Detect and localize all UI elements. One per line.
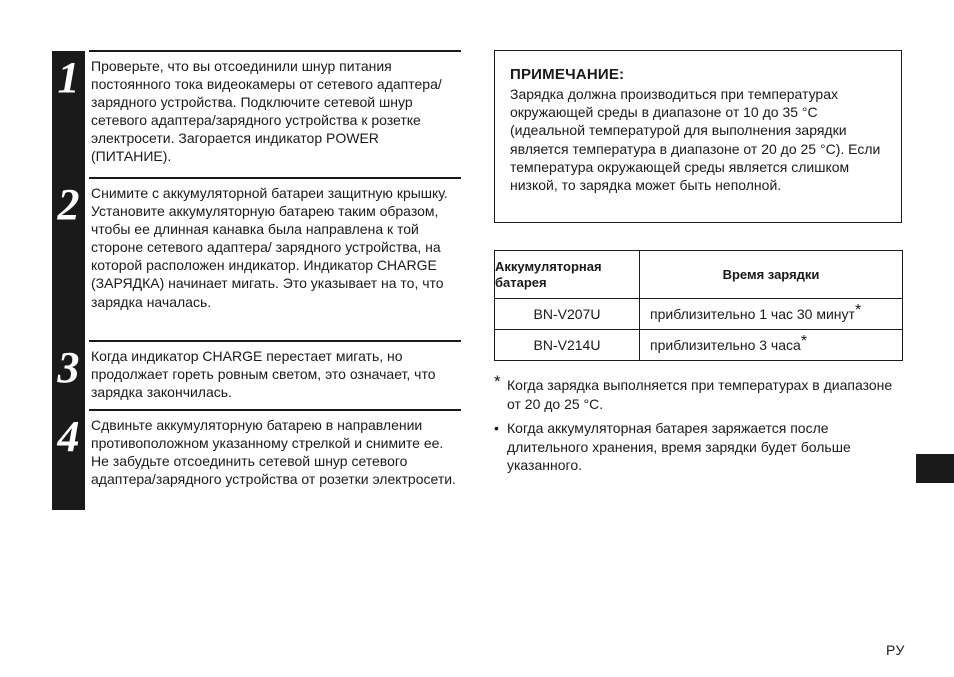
battery-model-cell: BN-V207U xyxy=(495,299,640,330)
column-header-battery: Аккумуляторная батарея xyxy=(495,251,640,299)
step-text: Проверьте, что вы отсоединили шнур питания постоянного тока видеокамеры от сетевого адаптера/зарядного устройства. Подключите сетевой шнур сетевого адаптера/зарядного устройства к розетке электросети. Загорается индикатор POWER (ПИТАНИЕ). xyxy=(91,58,442,165)
step-number: 4 xyxy=(57,412,80,461)
step-divider xyxy=(89,177,461,179)
footnote-text: Когда аккумуляторная батарея заряжается после длительного хранения, время зарядки будет больше указанного. xyxy=(507,420,851,473)
step-divider xyxy=(89,50,461,52)
charging-time-table xyxy=(494,250,903,361)
note-title: ПРИМЕЧАНИЕ: xyxy=(510,66,625,83)
step-number: 1 xyxy=(57,53,80,102)
section-tab-marker xyxy=(916,454,954,483)
charge-time-cell xyxy=(640,330,903,361)
footnote-bullet xyxy=(494,419,904,475)
step-text: Когда индикатор CHARGE перестает мигать, но продолжает гореть ровным светом, это означает, что зарядка закончилась. xyxy=(91,348,436,401)
page-language-label: РУ xyxy=(886,642,905,658)
step-divider xyxy=(89,340,461,342)
step-divider xyxy=(89,409,461,411)
footnote-text: Когда зарядка выполняется при температурах в диапазоне от 20 до 25 °C. xyxy=(507,377,893,412)
table-header-row xyxy=(495,251,903,299)
step-text: Сдвиньте аккумуляторную батарею в направлении противоположном указанному стрелкой и снимите ее. Не забудьте отсоединить сетевой шнур сетевого адаптера/зарядного устройства от розетки электросети. xyxy=(91,417,456,488)
step-number: 3 xyxy=(57,343,80,392)
column-header-charge-time: Время зарядки xyxy=(640,251,903,299)
bullet-marker: • xyxy=(494,420,499,436)
battery-model-cell: BN-V214U xyxy=(495,330,640,361)
charge-time-text: приблизительно 1 час 30 минут xyxy=(650,306,855,322)
charge-time-cell xyxy=(640,299,903,330)
footnote-marker: * xyxy=(854,302,862,319)
footnote-asterisk xyxy=(494,372,904,413)
footnote-marker: * xyxy=(800,333,808,350)
step-number: 2 xyxy=(57,180,80,229)
note-text: Зарядка должна производиться при температурах окружающей среды в диапазоне от 10 до 35 °C (идеальной температурой для выполнения зарядки является температура в диапазоне от 20 до 25 °C). Если температура окружающей среды является слишком низкой, то зарядка может быть неполной. xyxy=(510,86,881,194)
charge-time-text: приблизительно 3 часа xyxy=(650,337,801,353)
step-text: Снимите с аккумуляторной батареи защитную крышку. Установите аккумуляторную батарею таким образом, чтобы ее длинная канавка была направлена к той стороне сетевого адаптера/ зарядного устройства, на которой расположен индикатор. Индикатор CHARGE (ЗАРЯДКА) начинает мигать. Это указывает на то, что зарядка началась. xyxy=(91,185,448,310)
table-row xyxy=(495,299,903,330)
table-row xyxy=(495,330,903,361)
note-box xyxy=(494,50,902,223)
asterisk-marker: * xyxy=(494,372,501,391)
